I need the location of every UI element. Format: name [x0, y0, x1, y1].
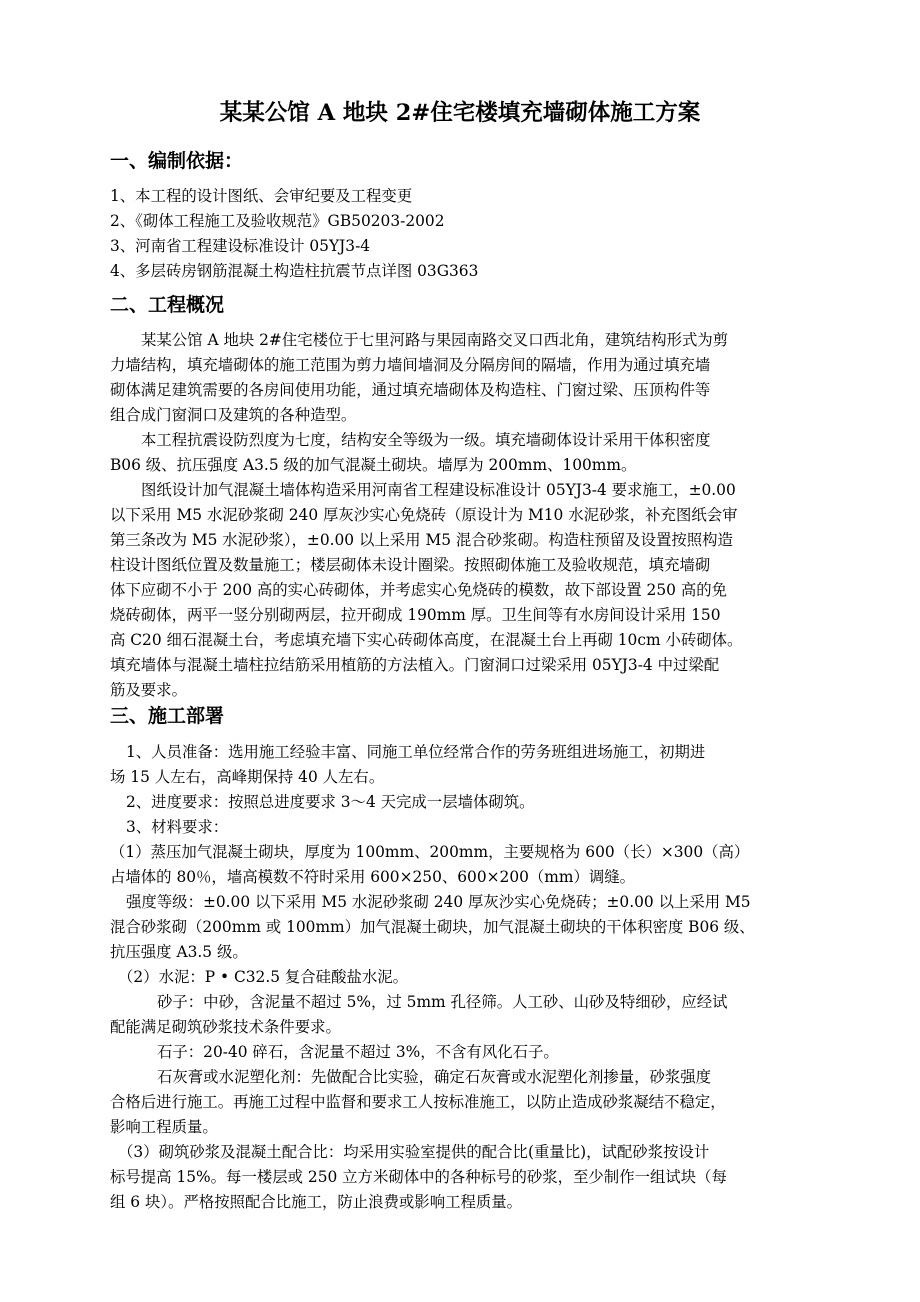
text-line: 抗压强度 A3.5 级。: [110, 943, 248, 961]
text-line: 本工程抗震设防烈度为七度，结构安全等级为一级。填充墙砌体设计采用干体积密度: [141, 431, 711, 449]
document-title: 某某公馆 A 地块 2#住宅楼填充墙砌体施工方案: [219, 100, 701, 126]
text-line: 标号提高 15%。每一楼层或 250 立方米砌体中的各种标号的砂浆，至少制作一组试块（每: [110, 1168, 727, 1186]
text-line: 1、人员准备：选用施工经验丰富、同施工单位经常合作的劳务班组进场施工，初期进: [126, 743, 706, 761]
text-line: 2、进度要求：按照总进度要求 3～4 天完成一层墙体砌筑。: [126, 793, 535, 811]
text-line: 1、本工程的设计图纸、会审纪要及工程变更: [110, 187, 413, 205]
text-line: 石灰膏或水泥塑化剂：先做配合比实验，确定石灰膏或水泥塑化剂掺量，砂浆强度: [157, 1068, 712, 1086]
text-line: 2、《砌体工程施工及验收规范》GB50203-2002: [110, 212, 445, 230]
text-line: 强度等级：±0.00 以下采用 M5 水泥砂浆砌 240 厚灰沙实心免烧砖；±0.00 以上采用 M5: [126, 893, 751, 911]
text-line: （2）水泥：P • C32.5 复合硅酸盐水泥。: [118, 968, 409, 986]
text-line: 第三条改为 M5 水泥砂浆），±0.00 以上采用 M5 混合砂浆砌。构造柱预留及设置按照构造: [110, 531, 733, 549]
text-line: 占墙体的 80％，墙高模数不符时采用 600×250、600×200（mm）调缝。: [110, 868, 636, 886]
text-line: 石子：20-40 碎石，含泥量不超过 3%，不含有风化石子。: [157, 1043, 559, 1061]
text-line: 高 C20 细石混凝土台，考虑填充墙下实心砖砌体高度，在混凝土台上再砌 10cm 小砖砌体。: [110, 631, 743, 649]
section-heading-deployment: 三、施工部署: [110, 705, 225, 727]
text-line: 砂子：中砂，含泥量不超过 5%，过 5mm 孔径筛。人工砂、山砂及特细砂，应经试: [157, 993, 728, 1011]
text-line: 混合砂浆砌（200mm 或 100mm）加气混凝土砌块，加气混凝土砌块的干体积密度 B06 级、: [110, 918, 755, 936]
text-line: 合格后进行施工。再施工过程中监督和要求工人按标准施工，以防止造成砂浆凝结不稳定，: [110, 1093, 726, 1111]
text-line: 筋及要求。: [110, 681, 187, 699]
text-line: 砌体满足建筑需要的各房间使用功能，通过填充墙砌体及构造柱、门窗过梁、压顶构件等: [110, 381, 711, 399]
text-line: （3）砌筑砂浆及混凝土配合比：均采用实验室提供的配合比(重量比)，试配砂浆按设计: [118, 1143, 710, 1161]
text-line: 影响工程质量。: [110, 1118, 218, 1136]
text-line: 配能满足砌筑砂浆技术条件要求。: [110, 1018, 341, 1036]
text-line: （1）蒸压加气混凝土砌块，厚度为 100mm、200mm，主要规格为 600（长）×300（高）: [110, 843, 750, 861]
text-line: 组合成门窗洞口及建筑的各种造型。: [110, 406, 357, 424]
text-line: 填充墙体与混凝土墙柱拉结筋采用植筋的方法植入。门窗洞口过梁采用 05YJ3-4 中过梁配: [110, 656, 720, 674]
text-line: 3、材料要求：: [126, 818, 229, 836]
text-line: 4、多层砖房钢筋混凝土构造柱抗震节点详图 03G363: [110, 262, 479, 280]
text-line: 3、河南省工程建设标准设计 05YJ3-4: [110, 237, 371, 255]
text-line: 体下应砌不小于 200 高的实心砖砌体，并考虑实心免烧砖的模数，故下部设置 250 高的免: [110, 581, 727, 599]
section-heading-overview: 二、工程概况: [110, 294, 225, 316]
text-line: 以下采用 M5 水泥砂浆砌 240 厚灰沙实心免烧砖（原设计为 M10 水泥砂浆，补充图纸会审: [110, 506, 738, 524]
text-line: 力墙结构，填充墙砌体的施工范围为剪力墙间墙洞及分隔房间的隔墙，作用为通过填充墙: [110, 356, 711, 374]
text-line: 图纸设计加气混凝土墙体构造采用河南省工程建设标准设计 05YJ3-4 要求施工，±0.00: [141, 481, 736, 499]
text-line: 柱设计图纸位置及数量施工；楼层砌体未设计圈梁。按照砌体施工及验收规范，填充墙砌: [110, 556, 711, 574]
text-line: 某某公馆 A 地块 2#住宅楼位于七里河路与果园南路交叉口西北角，建筑结构形式为剪: [141, 331, 729, 349]
text-line: 场 15 人左右，高峰期保持 40 人左右。: [110, 768, 385, 786]
text-line: 烧砖砌体，两平一竖分别砌两层，拉开砌成 190mm 厚。卫生间等有水房间设计采用 150: [110, 606, 721, 624]
text-line: B06 级、抗压强度 A3.5 级的加气混凝土砌块。墙厚为 200mm、100mm。: [110, 456, 637, 474]
section-heading-basis: 一、编制依据：: [110, 150, 244, 172]
text-line: 组 6 块）。严格按照配合比施工，防止浪费或影响工程质量。: [110, 1193, 523, 1211]
